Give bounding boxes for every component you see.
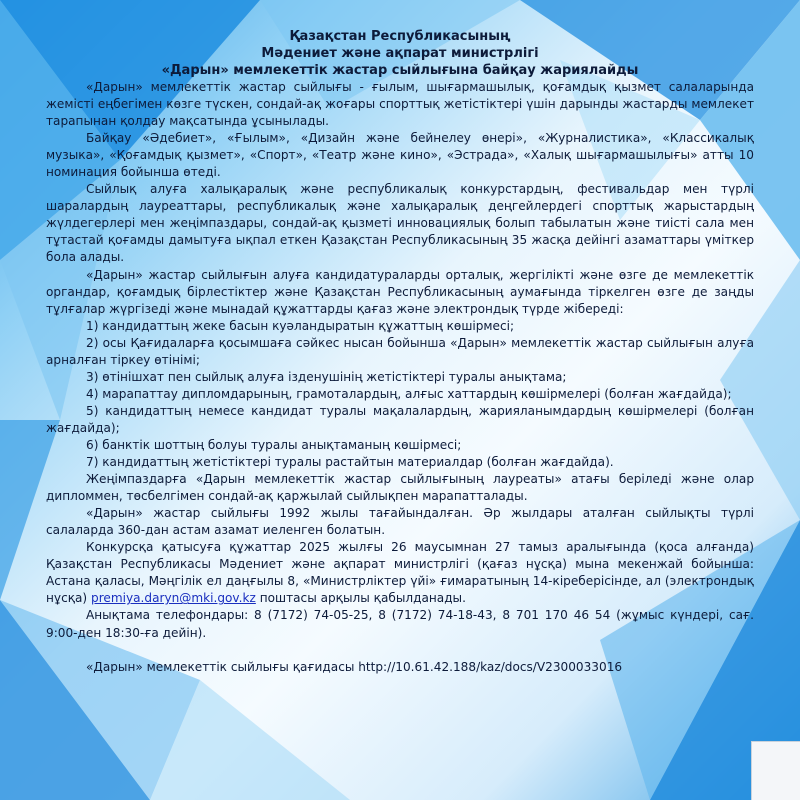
document-item-6: 6) банктік шоттың болуы туралы анықтаманың көшірмесі;: [86, 437, 462, 452]
paragraph-eligibility: Сыйлық алуға халықаралық және республикалық конкурстардың, фестивальдар мен түрлі шаралардың лауреаттары, республикалық және халықаралық деңгейлердегі спорттық жарыстардың жүлдегерлері мен жеңімпаздары, сондай-ақ қызметі инновациялық болып табылатын және тиісті сала мен тұтастай қоғамды дамытуға ықпал еткен Қазақстан Республикасының 35 жасқа дейінгі азаматтары үміткер бола алады.: [46, 182, 754, 265]
paragraph-submission: «Дарын» жастар сыйлығын алуға кандидатураларды орталық, жергілікті және өзге де мемлекеттік органдар, қоғамдық бірлестіктер және Қазақстан Республикасының аумағында тіркелген өзге де заңды тұлғалар жүргізеді және мынадай құжаттарды қағаз және электрондық түрде жібереді:: [46, 267, 754, 316]
paragraph-laureate-title: Жеңімпаздарға «Дарын мемлекеттік жастар сыйлығының лауреаты» атағы беріледі және олар дипломмен, төсбелгімен сондай-ақ қаржылай сыйлықпен марапатталады.: [46, 472, 754, 504]
corner-tile: [751, 741, 800, 800]
header-line-2: Мәдениет және ақпарат министрлігі: [261, 46, 539, 61]
paragraph-purpose: «Дарын» мемлекеттік жастар сыйлығы - ғылым, шығармашылық, қоғамдық қызмет салаларында жемісті еңбегімен көзге түскен, сондай-ақ жоғары спорттық жетістіктері үшін дарынды жастарды мемлекет тарапынан қолдау мақсатында ұсынылады.: [46, 80, 754, 129]
document-item-5: 5) кандидаттың немесе кандидат туралы мақалалардың, жарияланымдардың көшірмелері (болған жағдайда);: [46, 403, 754, 435]
paragraph-nominations: Байқау «Әдебиет», «Ғылым», «Дизайн және бейнелеу өнері», «Журналистика», «Классикалық музыка», «Қоғамдық қызмет», «Спорт», «Театр және кино», «Эстрада», «Халық шығармашылығы» атты 10 номинация бойынша өтеді.: [46, 131, 754, 180]
paragraph-deadline: [46, 539, 754, 607]
email-link[interactable]: premiya.daryn@mki.gov.kz: [91, 591, 256, 606]
header-line-1: Қазақстан Республикасының: [289, 29, 511, 44]
deadline-text-end: поштасы арқылы қабылданады.: [259, 591, 466, 606]
document-item-3: 3) өтінішхат пен сыйлық алуға ізденушінің жетістіктері туралы анықтама;: [86, 369, 567, 384]
paragraph-phones: Анықтама телефондары: 8 (7172) 74-05-25, 8 (7172) 74-18-43, 8 701 170 46 54 (жұмыс күндері, сағ. 9:00-ден 18:30-ға дейін).: [46, 608, 754, 640]
deadline-text: Конкурсқа қатысуға құжаттар 2025 жылғы 26 маусымнан 27 тамыз аралығында (қоса алғанда) Қазақстан Республикасы Мәдениет және ақпарат министрлігі (қағаз нұсқа) мына мекенжай бойынша: Астана қаласы, Мәңгілік ел даңғылы 8, «Министрліктер үйі» ғимаратының 14-кіреберісінде, ал (электрондық нұсқа): [46, 540, 754, 606]
document-item-4: 4) марапаттау дипломдарының, грамоталардың, алғыс хаттардың көшірмелері (болған жағдайда);: [86, 386, 732, 401]
paragraph-history: «Дарын» жастар сыйлығы 1992 жылы тағайындалған. Әр жылдары аталған сыйлықты түрлі салаларда 360-дан астам азамат иеленген болатын.: [46, 506, 754, 538]
header-line-3: «Дарын» мемлекеттік жастар сыйлығына байқау жариялайды: [161, 63, 639, 78]
announcement-document: [46, 28, 754, 676]
document-item-7: 7) кандидаттың жетістіктері туралы растайтын материалдар (болған жағдайда).: [86, 455, 614, 470]
paragraph-rules-link: «Дарын» мемлекеттік сыйлығы қағидасы http://10.61.42.188/kaz/docs/V2300033016: [86, 659, 623, 674]
document-item-2: 2) осы Қағидаларға қосымшаға сәйкес нысан бойынша «Дарын» мемлекеттік жастар сыйлығын алуға арналған тіркеу өтінімі;: [46, 335, 754, 367]
document-item-1: 1) кандидаттың жеке басын куәландыратын құжаттың көшірмесі;: [86, 318, 515, 333]
